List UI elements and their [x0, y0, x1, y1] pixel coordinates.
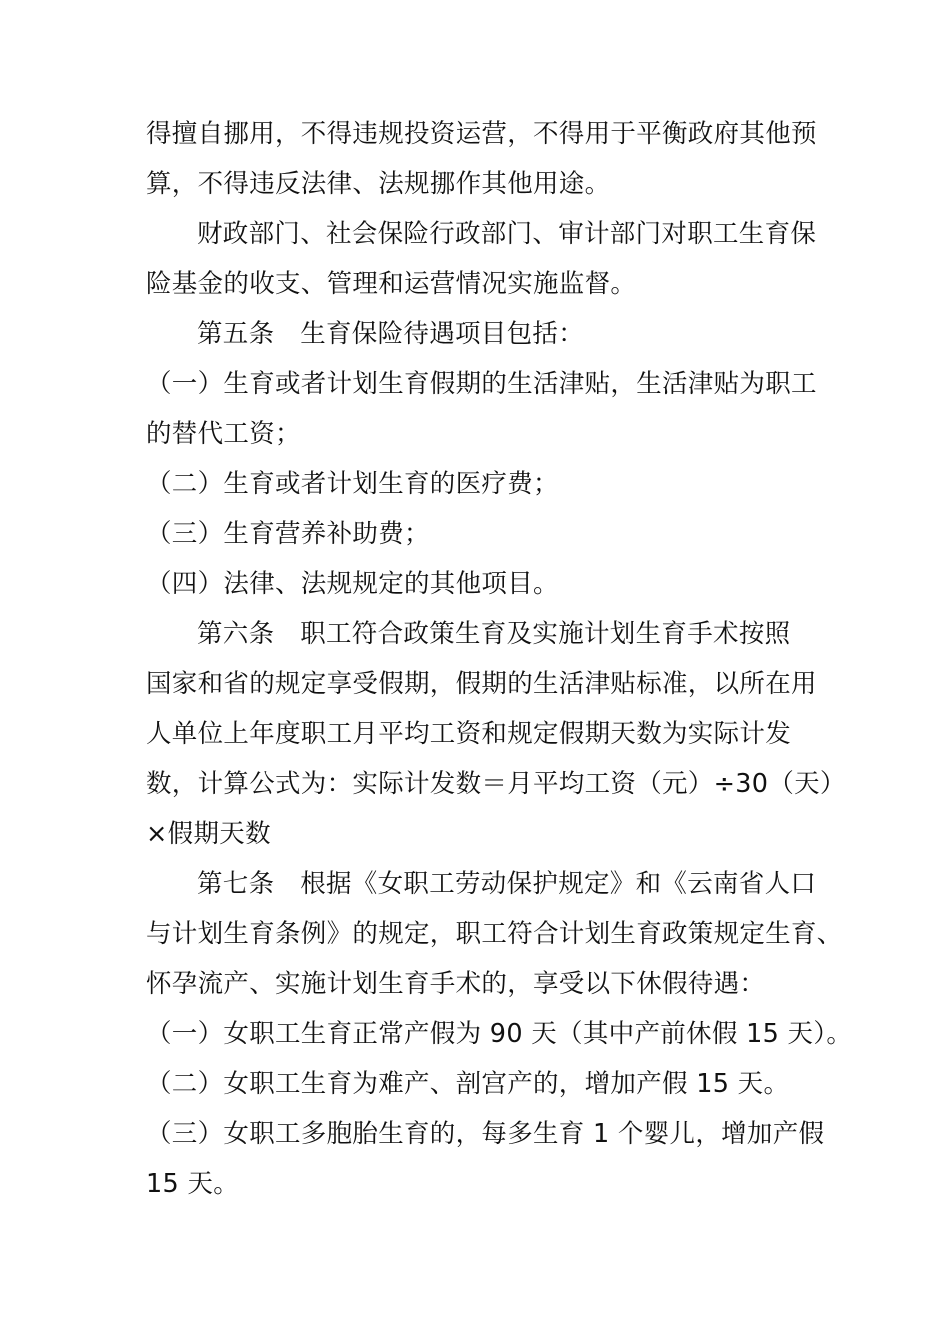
list-item: （三）生育营养补助费； [146, 519, 430, 549]
paragraph-line: ×假期天数 [146, 819, 271, 849]
paragraph-line: 怀孕流产、实施计划生育手术的，享受以下休假待遇： [146, 969, 766, 999]
paragraph-line: 15 天。 [146, 1169, 240, 1199]
paragraph-line: 的替代工资； [146, 419, 301, 449]
list-item: （三）女职工多胞胎生育的，每多生育 1 个婴儿，增加产假 [146, 1119, 825, 1149]
list-item: （二）女职工生育为难产、剖宫产的，增加产假 15 天。 [146, 1069, 790, 1099]
list-item: （四）法律、法规规定的其他项目。 [146, 569, 559, 599]
paragraph-line: 险基金的收支、管理和运营情况实施监督。 [146, 269, 637, 299]
paragraph-line: 国家和省的规定享受假期，假期的生活津贴标准，以所在用 [146, 669, 817, 699]
paragraph-line: 与计划生育条例》的规定，职工符合计划生育政策规定生育、 [146, 919, 843, 949]
paragraph-line: 得擅自挪用，不得违规投资运营，不得用于平衡政府其他预 [146, 119, 817, 149]
article-heading-7: 第七条 根据《女职工劳动保护规定》和《云南省人口 [197, 869, 817, 899]
list-item: （一）生育或者计划生育假期的生活津贴，生活津贴为职工 [146, 369, 817, 399]
paragraph-line: 人单位上年度职工月平均工资和规定假期天数为实际计发 [146, 719, 792, 749]
list-item: （一）女职工生育正常产假为 90 天（其中产前休假 15 天）。 [146, 1019, 853, 1049]
paragraph-line: 算，不得违反法律、法规挪作其他用途。 [146, 169, 611, 199]
list-item: （二）生育或者计划生育的医疗费； [146, 469, 559, 499]
paragraph-line: 数，计算公式为：实际计发数＝月平均工资（元）÷30（天） [146, 769, 846, 799]
paragraph-line: 财政部门、社会保险行政部门、审计部门对职工生育保 [197, 219, 817, 249]
article-heading-6: 第六条 职工符合政策生育及实施计划生育手术按照 [197, 619, 791, 649]
article-heading-5: 第五条 生育保险待遇项目包括： [197, 319, 585, 349]
